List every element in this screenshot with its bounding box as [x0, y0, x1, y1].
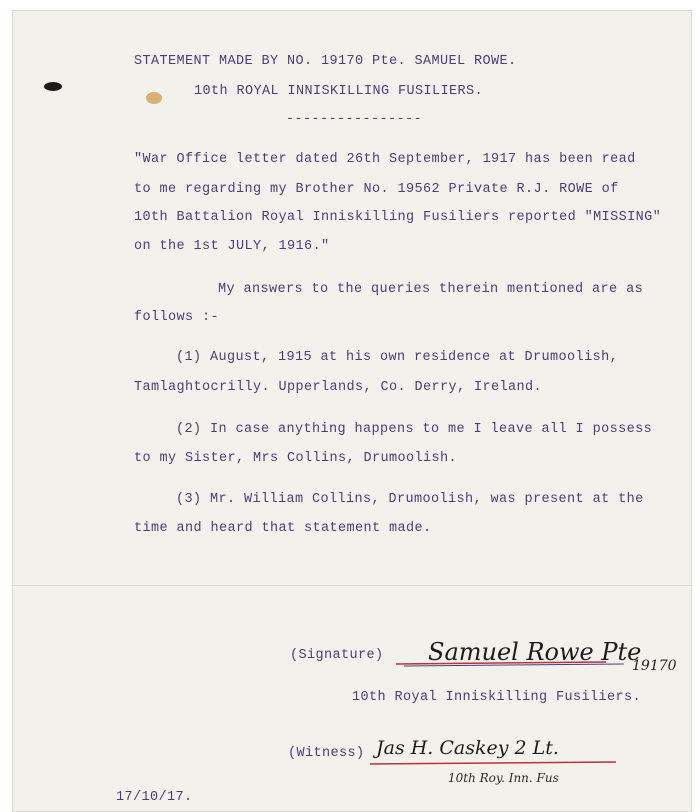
witness-name: Jas H. Caskey 2 Lt. [376, 737, 559, 759]
punch-hole [44, 82, 62, 91]
signature-name: Samuel Rowe Pte [428, 638, 642, 666]
intro-line-1: "War Office letter dated 26th September, 1917 has been read [134, 152, 636, 167]
fold-crease [12, 585, 692, 586]
signature-unit: 10th Royal Inniskilling Fusiliers. [352, 690, 642, 705]
witness-label: (Witness) [288, 746, 365, 761]
witness-unit: 10th Roy. Inn. Fus [448, 771, 559, 785]
intro-line-4: on the 1st JULY, 1916." [134, 239, 330, 254]
answer-2-line-2: to my Sister, Mrs Collins, Drumoolish. [134, 451, 458, 466]
answer-2-line-1: (2) In case anything happens to me I leave all I possess [176, 422, 653, 437]
title-rule: ---------------- [286, 112, 423, 127]
intro-line-2: to me regarding my Brother No. 19562 Private R.J. ROWE of [134, 182, 619, 197]
signature-label: (Signature) [290, 648, 384, 663]
answer-1-line-2: Tamlaghtocrilly. Upperlands, Co. Derry, Ireland. [134, 380, 543, 395]
answer-3-line-1: (3) Mr. William Collins, Drumoolish, was present at the [176, 492, 644, 507]
signature-number: 19170 [632, 658, 677, 674]
answers-intro-line-1: My answers to the queries therein mentioned are as [218, 282, 644, 297]
title-line-2: 10th ROYAL INNISKILLING FUSILIERS. [194, 84, 484, 99]
answer-1-line-1: (1) August, 1915 at his own residence at Drumoolish, [176, 350, 619, 365]
answers-intro-line-2: follows :- [134, 310, 220, 325]
rust-stain [146, 92, 162, 104]
document-date: 17/10/17. [116, 790, 193, 805]
intro-line-3: 10th Battalion Royal Inniskilling Fusiliers reported "MISSING" [134, 210, 662, 225]
answer-3-line-2: time and heard that statement made. [134, 521, 432, 536]
witness-handwriting [366, 724, 636, 794]
title-line-1: STATEMENT MADE BY NO. 19170 Pte. SAMUEL ROWE. [134, 54, 517, 69]
